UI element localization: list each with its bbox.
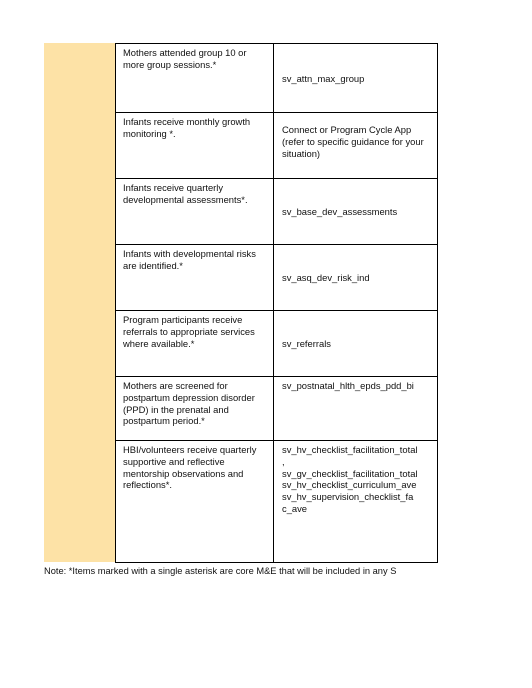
variable-line: , — [282, 455, 285, 467]
table-row — [116, 311, 438, 377]
variable-text: sv_referrals — [282, 338, 331, 349]
indicator-cell: Mothers attended group 10 or more group sessions.* — [116, 44, 274, 113]
variable-line: c_ave — [282, 502, 308, 514]
variable-cell — [274, 311, 438, 377]
variable-cell — [274, 179, 438, 245]
variable-line: sv_hv_checklist_curriculum_ave — [282, 479, 417, 491]
variable-cell — [274, 245, 438, 311]
table-row — [116, 377, 438, 441]
variable-line: sv_hv_supervision_checklist_fa — [282, 491, 414, 503]
indicator-cell: HBI/volunteers receive quarterly supportive and reflective mentorship observations and reflections*. — [116, 441, 274, 563]
variable-cell — [274, 377, 438, 441]
indicator-cell: Program participants receive referrals to appropriate services where available.* — [116, 311, 274, 377]
table-row — [116, 113, 438, 179]
table-row — [116, 179, 438, 245]
variable-text: sv_base_dev_assessments — [282, 206, 398, 217]
table-row — [116, 44, 438, 113]
variable-line: sv_gv_checklist_facilitation_total — [282, 467, 418, 479]
footnote: Note: *Items marked with a single asterisk are core M&E that will be included in any S — [44, 566, 397, 576]
variable-text: sv_postnatal_hlth_epds_pdd_bi — [282, 380, 414, 391]
indicator-cell: Mothers are screened for postpartum depression disorder (PPD) in the prenatal and postpartum period.* — [116, 377, 274, 441]
indicator-cell: Infants with developmental risks are identified.* — [116, 245, 274, 311]
variable-cell — [274, 113, 438, 179]
variable-line: sv_hv_checklist_facilitation_total — [282, 444, 418, 455]
indicator-table — [115, 43, 438, 563]
variable-cell — [274, 441, 438, 563]
variable-cell — [274, 44, 438, 113]
variable-text: Connect or Program Cycle App (refer to specific guidance for your situation) — [282, 124, 424, 159]
table-row — [116, 245, 438, 311]
variable-text: sv_asq_dev_risk_ind — [282, 272, 370, 283]
indicator-cell: Infants receive quarterly developmental assessments*. — [116, 179, 274, 245]
table-row — [116, 441, 438, 563]
variable-text: sv_attn_max_group — [282, 73, 365, 84]
indicator-cell: Infants receive monthly growth monitoring *. — [116, 113, 274, 179]
highlight-column — [44, 43, 116, 562]
